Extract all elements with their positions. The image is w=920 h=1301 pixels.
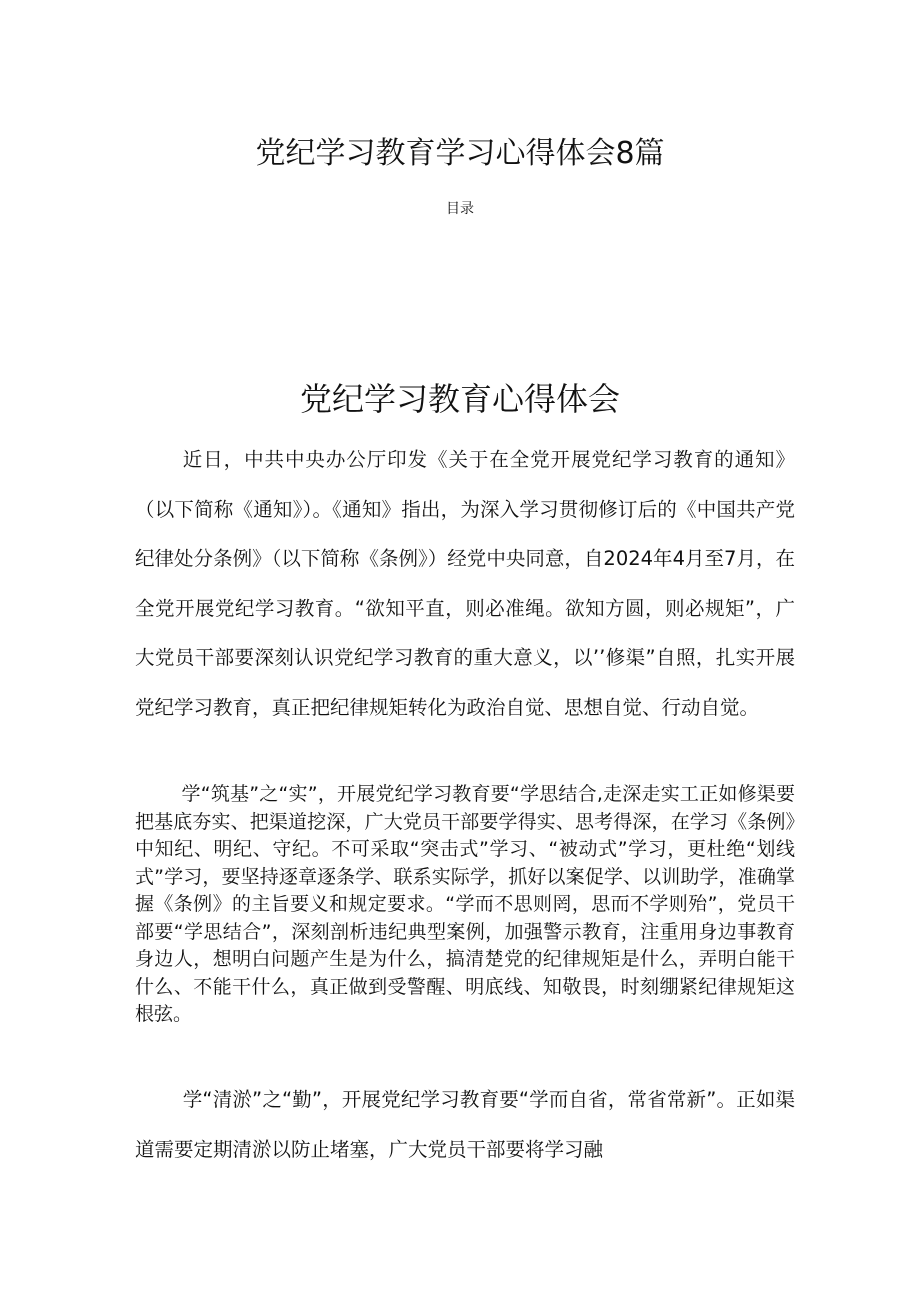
article-title: 党纪学习教育心得体会 xyxy=(299,380,620,418)
article-paragraph-1: 近日，中共中央办公厅印发《关于在全党开展党纪学习教育的通知》（以下简称《通知》）。《通知》指出，为深入学习贯彻修订后的《中国共产党纪律处分条例》（以下简称《条例》）经党中央同意，自2024年4月至7月，在全党开展党纪学习教育。“欲知平直，则必准绳。欲知方圆，则必规矩”，广大党员干部要深刻认识党纪学习教育的重大意义，以’’修渠”自照，扎实开展党纪学习教育，真正把纪律规矩转化为政治自觉、思想自觉、行动自觉。 xyxy=(135,448,795,719)
document-title: 党纪学习教育学习心得体会8篇 xyxy=(255,136,665,171)
article-paragraph-3: 学“清淤”之“勤”，开展党纪学习教育要“学而自省，常省常新”。正如渠道需要定期清淤以防止堵塞，广大党员干部要将学习融 xyxy=(135,1088,795,1161)
article-paragraph-2: 学“筑基”之“实”，开展党纪学习教育要“学思结合,走深走实工正如修渠要把基底夯实、把渠道挖深，广大党员干部要学得实、思考得深，在学习《条例》中知纪、明纪、守纪。不可采取“突击式”学习、“被动式”学习，更杜绝“划线式”学习，要坚持逐章逐条学、联系实际学，抓好以案促学、以训助学，准确掌握《条例》的主旨要义和规定要求。“学而不思则罔，思而不学则殆”，党员干部要“学思结合”，深刻剖析违纪典型案例，加强警示教育，注重用身边事教育身边人，想明白问题产生是为什么，搞清楚党的纪律规矩是什么，弄明白能干什么、不能干什么，真正做到受警醒、明底线、知敬畏，时刻绷紧纪律规矩这根弦。 xyxy=(135,783,795,1025)
table-of-contents-label: 目录 xyxy=(446,201,474,217)
